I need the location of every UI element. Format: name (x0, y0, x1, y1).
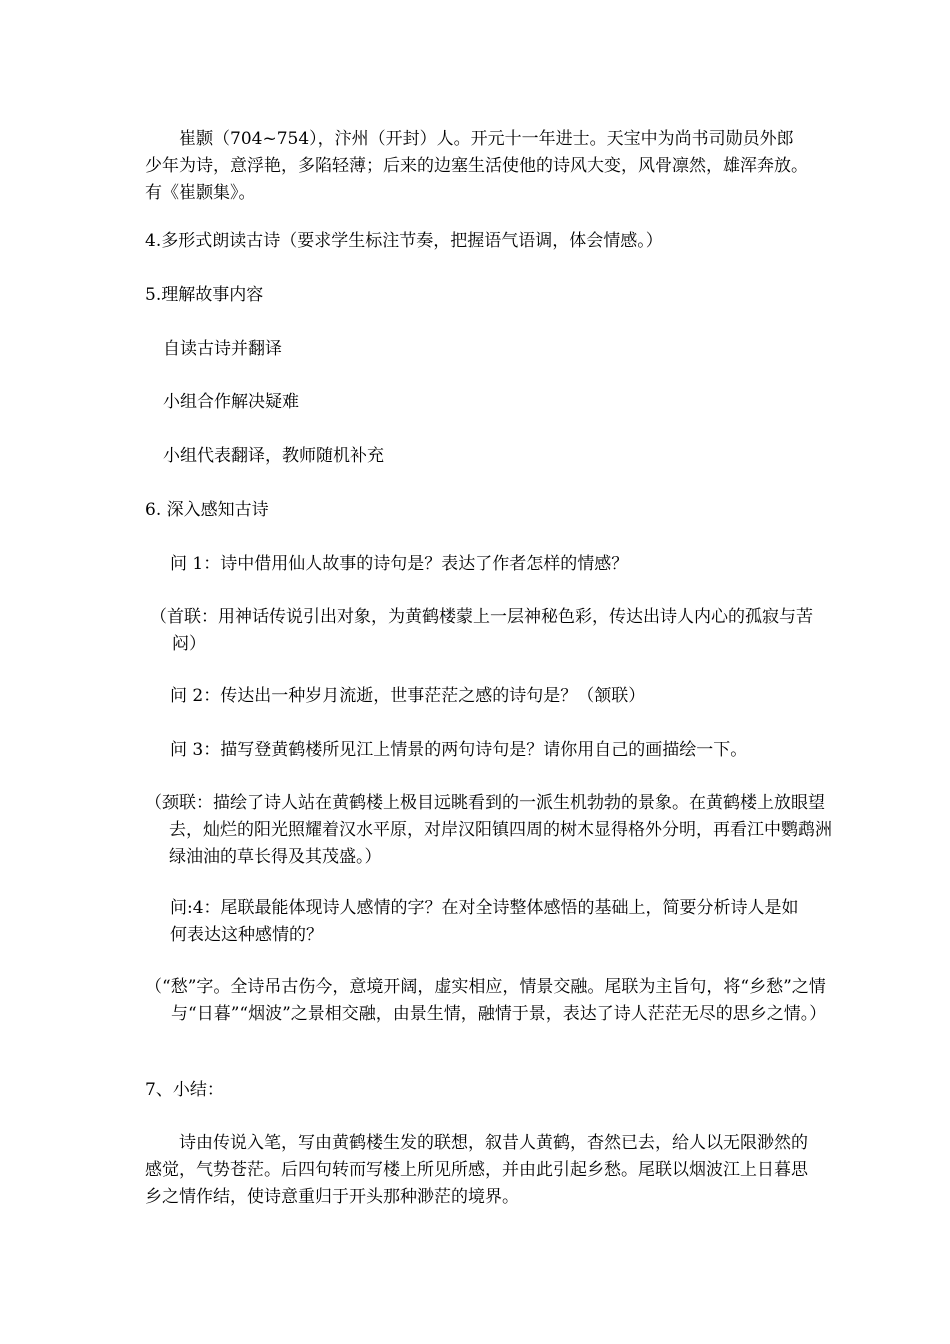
author-intro-paragraph: 崔颢（704~754），汴州（开封）人。开元十一年进士。天宝中为尚书司勋员外郎少年为诗，意浮艳，多陷轻薄；后来的边塞生活使他的诗风大变，风骨凛然，雄浑奔放。有《崔颢集》。 (145, 129, 808, 203)
step-4-heading: 4.多形式朗读古诗（要求学生标注节奏，把握语气语调，体会情感。） (145, 231, 663, 251)
step-5-item-group-translate: 小组代表翻译，教师随机补充 (163, 446, 384, 466)
step-6-heading: 6. 深入感知古诗 (145, 500, 269, 520)
step-5-heading: 5.理解故事内容 (145, 285, 264, 305)
step-5-item-group-work: 小组合作解决疑难 (163, 392, 299, 412)
answer-1: （首联：用神话传说引出对象，为黄鹤楼蒙上一层神秘色彩，传达出诗人内心的孤寂与苦闷） (150, 607, 813, 654)
summary-paragraph: 诗由传说入笔，写由黄鹤楼生发的联想，叙昔人黄鹤，杳然已去，给人以无限渺然的感觉，气势苍茫。后四句转而写楼上所见所感，并由此引起乡愁。尾联以烟波江上日暮思乡之情作结，使诗意重归于开头那种渺茫的境界。 (145, 1133, 808, 1207)
answer-3: （颈联：描绘了诗人站在黄鹤楼上极目远眺看到的一派生机勃勃的景象。在黄鹤楼上放眼望去，灿烂的阳光照耀着汉水平原，对岸汉阳镇四周的树木显得格外分明，再看江中鹦鹉洲绿油油的草长得及其茂盛。） (145, 793, 832, 867)
step-7-heading: 7、小结： (145, 1080, 224, 1100)
answer-4: （“愁”字。全诗吊古伤今，意境开阔，虚实相应，情景交融。尾联为主旨句，将“乡愁”之情与“日暮”“烟波”之景相交融，由景生情，融情于景，表达了诗人茫茫无尽的思乡之情。） (145, 977, 827, 1024)
question-3: 问 3：描写登黄鹤楼所见江上情景的两句诗句是？请你用自己的画描绘一下。 (170, 740, 748, 760)
question-1: 问 1：诗中借用仙人故事的诗句是？表达了作者怎样的情感？ (170, 554, 629, 574)
question-2: 问 2：传达出一种岁月流逝，世事茫茫之感的诗句是？（颔联） (170, 686, 646, 706)
step-5-item-self-read: 自读古诗并翻译 (163, 339, 282, 359)
question-4: 问:4：尾联最能体现诗人感情的字？在对全诗整体感悟的基础上，简要分析诗人是如何表达这种感情的？ (170, 898, 799, 945)
